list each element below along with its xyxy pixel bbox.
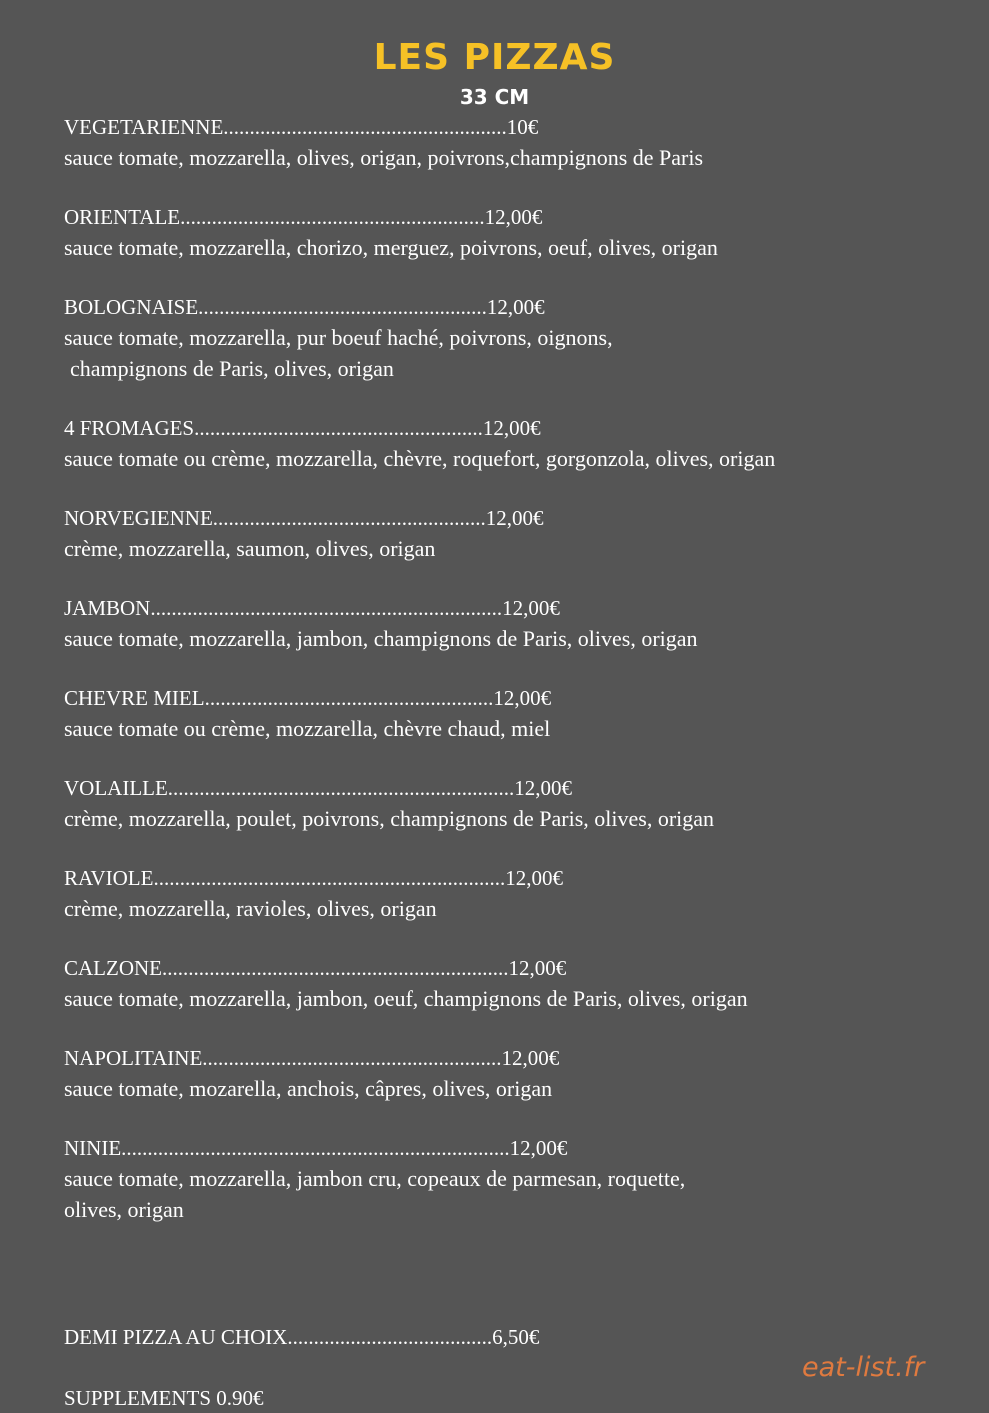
pizza-size: 33 CM xyxy=(459,85,530,109)
menu-item-name-price: 4 FROMAGES.......................................................12,00€ xyxy=(64,416,541,440)
menu-item-ingredients: sauce tomate, mozzarella, jambon cru, copeaux de parmesan, roquette, xyxy=(64,1166,686,1191)
menu-item-raviole xyxy=(64,863,944,924)
menu-item-ingredients: sauce tomate ou crème, mozzarella, chèvre chaud, miel xyxy=(64,716,551,741)
menu-item-ingredients: sauce tomate, mozzarella, pur boeuf haché, poivrons, oignons, xyxy=(64,325,613,350)
menu-item-orientale xyxy=(64,202,944,263)
pizza-menu-list xyxy=(64,112,944,1254)
menu-item-name-price: BOLOGNAISE.......................................................12,00€ xyxy=(64,295,545,319)
menu-item-ingredients: sauce tomate, mozzarella, olives, origan, poivrons,champignons de Paris xyxy=(64,145,704,170)
menu-item-ingredients: sauce tomate, mozzarella, jambon, champignons de Paris, olives, origan xyxy=(64,626,698,651)
menu-item-name-price: CHEVRE MIEL.......................................................12,00€ xyxy=(64,686,552,710)
menu-item-name-price: VEGETARIENNE......................................................10€ xyxy=(64,115,539,139)
menu-item-norvegienne xyxy=(64,503,944,564)
menu-item-ingredients: sauce tomate, mozarella, anchois, câpres, olives, origan xyxy=(64,1076,553,1101)
menu-item-napolitaine xyxy=(64,1043,944,1104)
menu-item-ingredients-continued: champignons de Paris, olives, origan xyxy=(70,356,394,381)
menu-item-jambon xyxy=(64,593,944,654)
menu-item-ingredients: sauce tomate, mozzarella, chorizo, merguez, poivrons, oeuf, olives, origan xyxy=(64,235,718,260)
menu-item-bolognaise xyxy=(64,292,944,384)
menu-item-ingredients: sauce tomate ou crème, mozzarella, chèvre, roquefort, gorgonzola, olives, origan xyxy=(64,446,776,471)
menu-item-volaille xyxy=(64,773,944,834)
menu-item-name-price: VOLAILLE..................................................................12,00€ xyxy=(64,776,573,800)
menu-item-name-price: JAMBON...................................................................12,00€ xyxy=(64,596,560,620)
half-pizza-price: DEMI PIZZA AU CHOIX.......................................6,50€ xyxy=(64,1325,540,1349)
menu-item-name-price: CALZONE..................................................................12,00€ xyxy=(64,956,567,980)
menu-item-name-price: NINIE..........................................................................12,00€ xyxy=(64,1136,568,1160)
site-watermark: eat-list.fr xyxy=(802,1352,925,1383)
menu-item-ingredients: crème, mozzarella, poulet, poivrons, champignons de Paris, olives, origan xyxy=(64,806,715,831)
menu-item-name-price: NORVEGIENNE....................................................12,00€ xyxy=(64,506,544,530)
menu-item-ingredients-continued: olives, origan xyxy=(64,1197,184,1222)
supplements-price: SUPPLEMENTS 0.90€ xyxy=(64,1386,264,1410)
menu-item-name-price: RAVIOLE...................................................................12,00€ xyxy=(64,866,563,890)
menu-item-name-price: NAPOLITAINE.........................................................12,00€ xyxy=(64,1046,560,1070)
menu-item-vegetarienne xyxy=(64,112,944,173)
menu-item-ninie xyxy=(64,1133,944,1225)
menu-item-ingredients: crème, mozzarella, saumon, olives, origan xyxy=(64,536,436,561)
menu-item-chevre-miel xyxy=(64,683,944,744)
menu-item-ingredients: sauce tomate, mozzarella, jambon, oeuf, champignons de Paris, olives, origan xyxy=(64,986,748,1011)
page-title: LES PIZZAS xyxy=(373,37,616,78)
menu-item-ingredients: crème, mozzarella, ravioles, olives, origan xyxy=(64,896,437,921)
menu-item-name-price: ORIENTALE..........................................................12,00€ xyxy=(64,205,543,229)
menu-item-4-fromages xyxy=(64,413,944,474)
menu-item-calzone xyxy=(64,953,944,1014)
